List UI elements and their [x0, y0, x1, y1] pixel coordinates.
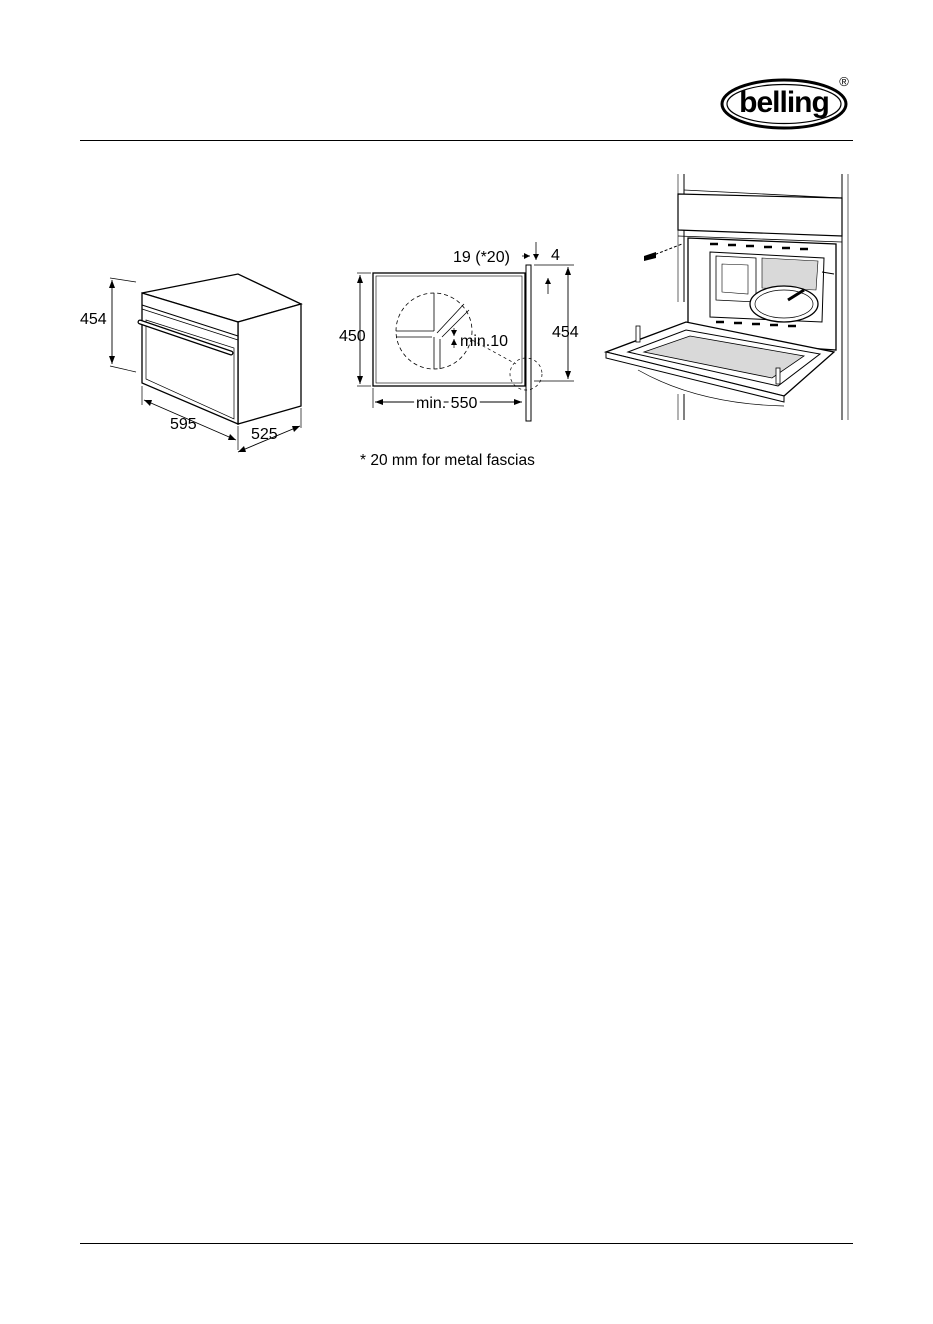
min-depth-label: min. 550: [416, 395, 478, 412]
installation-figure: [598, 172, 858, 424]
niche-height-label: 450: [339, 328, 366, 345]
fascia-thickness-label: 19 (*20): [453, 249, 510, 266]
registered-mark: ®: [839, 74, 849, 89]
belling-logo: [718, 74, 858, 132]
brand-name: belling: [739, 86, 829, 119]
oven-width-label: 595: [170, 416, 197, 433]
min-gap-label: min.10: [460, 333, 509, 350]
oven-height-label: 454: [80, 311, 107, 328]
front-height-label: 454: [552, 324, 579, 341]
gap-label: 4: [551, 247, 560, 264]
header-rule: [80, 140, 853, 141]
oven-dimensions-figure: [80, 260, 318, 475]
footer-rule: [80, 1243, 853, 1244]
niche-section-figure: [336, 236, 596, 436]
footnote: * 20 mm for metal fascias: [360, 452, 535, 469]
oven-depth-label: 525: [251, 426, 278, 443]
